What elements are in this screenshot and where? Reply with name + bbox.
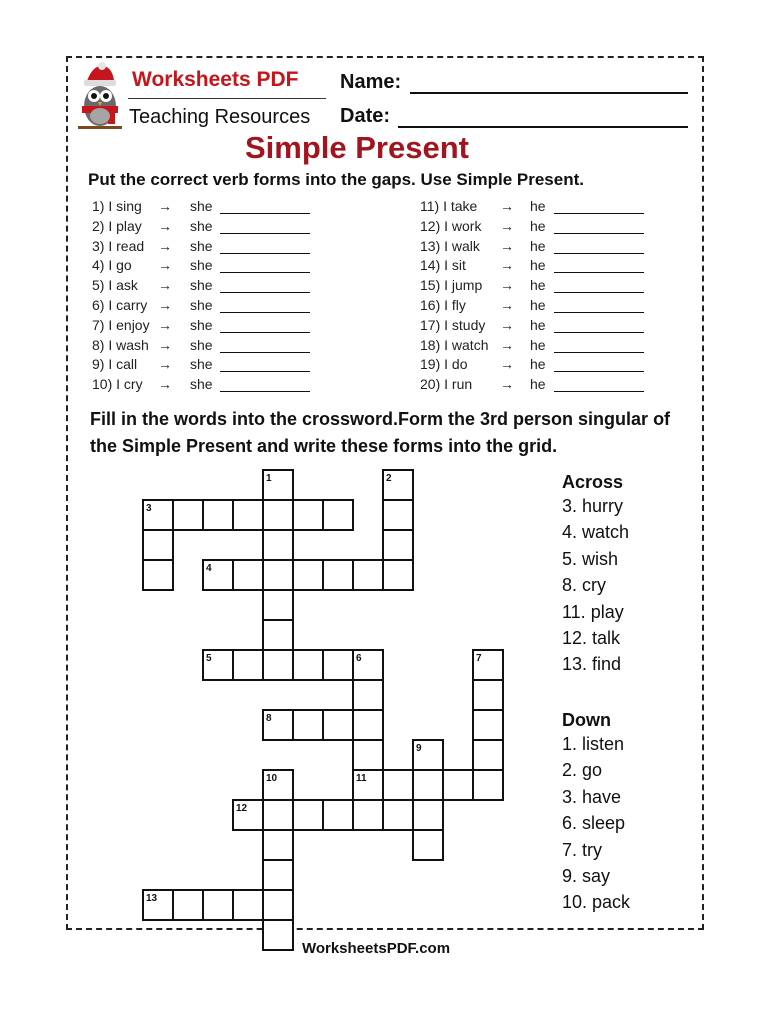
crossword-cell[interactable] [323, 650, 353, 680]
crossword-cell[interactable] [293, 710, 323, 740]
crossword-cell[interactable] [353, 800, 383, 830]
crossword-cell[interactable] [263, 800, 293, 830]
crossword-cell[interactable] [323, 500, 353, 530]
crossword-cell[interactable] [353, 740, 383, 770]
crossword-cell[interactable] [233, 560, 263, 590]
arrow-icon: → [158, 297, 172, 313]
crossword-cell[interactable] [353, 560, 383, 590]
crossword-cell[interactable] [263, 620, 293, 650]
exercise-row [420, 356, 650, 374]
pronoun: she [190, 376, 213, 393]
pronoun: she [190, 198, 213, 214]
crossword-cell[interactable] [263, 560, 293, 590]
verb-prompt: 14) I sit [420, 257, 466, 274]
crossword-cell[interactable] [143, 560, 173, 590]
verb-prompt: 10) I cry [92, 376, 143, 393]
verb-prompt: 2) I play [92, 217, 142, 234]
crossword-cell[interactable] [203, 500, 233, 530]
pronoun: she [190, 297, 213, 313]
pronoun: he [530, 277, 546, 294]
answer-blank[interactable] [220, 272, 310, 273]
arrow-icon: → [500, 198, 514, 214]
arrow-icon: → [158, 376, 172, 393]
pronoun: she [190, 217, 213, 234]
clue-number: 7 [476, 653, 482, 664]
arrow-icon: → [158, 198, 172, 214]
verb-prompt: 7) I enjoy [92, 316, 150, 333]
crossword-cell[interactable] [383, 800, 413, 830]
clue-item: 7. try [562, 839, 603, 860]
clue-item: 8. cry [562, 575, 607, 596]
arrow-icon: → [500, 297, 514, 313]
arrow-icon: → [158, 356, 172, 373]
pronoun: she [190, 277, 213, 294]
clue-number: 2 [386, 473, 392, 484]
brand-name: Worksheets PDF [132, 68, 299, 91]
answer-blank[interactable] [554, 391, 644, 392]
crossword-cell[interactable] [473, 770, 503, 800]
clue-item: 11. play [562, 601, 624, 622]
crossword-cell[interactable] [383, 500, 413, 530]
clue-number: 8 [266, 713, 272, 724]
clue-number: 6 [356, 653, 362, 664]
exercise-row [92, 198, 322, 216]
verb-prompt: 15) I jump [420, 277, 483, 294]
name-label: Name: [340, 71, 402, 93]
crossword-cell[interactable] [323, 710, 353, 740]
crossword-cell[interactable] [173, 500, 203, 530]
crossword-cell[interactable] [293, 500, 323, 530]
crossword-cell[interactable] [383, 770, 413, 800]
crossword-cell[interactable] [263, 770, 293, 800]
crossword-cell[interactable] [353, 650, 383, 680]
crossword-cell[interactable] [473, 650, 503, 680]
crossword-cell[interactable] [263, 590, 293, 620]
crossword-cell[interactable] [413, 830, 443, 860]
clue-number: 10 [266, 773, 278, 784]
exercise-row [92, 317, 322, 335]
answer-blank[interactable] [220, 391, 310, 392]
exercise-row [420, 277, 650, 295]
verb-prompt: 16) I fly [420, 297, 466, 313]
across-clues [562, 472, 629, 678]
worksheet-title: Simple Present [245, 130, 469, 165]
exercise-row [92, 257, 322, 275]
verb-prompt: 4) I go [92, 257, 132, 274]
answer-blank[interactable] [220, 352, 310, 353]
answer-blank[interactable] [554, 312, 644, 313]
clue-item: 5. wish [562, 548, 619, 569]
crossword-cell[interactable] [293, 800, 323, 830]
clue-item: 10. pack [562, 892, 631, 913]
pronoun: he [530, 257, 546, 274]
exercise2-instruction: Fill in the words into the crossword.Form the 3rd person singular of the Simple Present and write these forms into the grid. [90, 409, 671, 456]
crossword-cell[interactable] [203, 560, 233, 590]
answer-blank[interactable] [554, 213, 644, 214]
pronoun: she [190, 237, 213, 254]
arrow-icon: → [500, 237, 514, 254]
crossword-cell[interactable] [443, 770, 473, 800]
pronoun: she [190, 257, 213, 274]
crossword-cell[interactable] [323, 560, 353, 590]
clue-item: 6. sleep [562, 813, 626, 834]
clue-item: 9. say [562, 866, 611, 887]
answer-blank[interactable] [554, 292, 644, 293]
answer-blank[interactable] [220, 312, 310, 313]
pronoun: he [530, 217, 546, 234]
crossword-cell[interactable] [233, 800, 263, 830]
crossword-cell[interactable] [413, 740, 443, 770]
crossword-cell[interactable] [413, 800, 443, 830]
verb-prompt: 19) I do [420, 356, 468, 373]
arrow-icon: → [158, 277, 172, 294]
pronoun: she [190, 316, 213, 333]
exercise-row [420, 297, 650, 315]
verb-prompt: 3) I read [92, 237, 145, 254]
verb-prompt: 11) I take [420, 198, 478, 214]
arrow-icon: → [158, 257, 172, 274]
crossword-cell[interactable] [293, 650, 323, 680]
exercise-row [92, 277, 322, 295]
clue-number: 4 [206, 563, 212, 574]
crossword-cell[interactable] [383, 560, 413, 590]
exercise-row [420, 257, 650, 275]
crossword-cell[interactable] [353, 710, 383, 740]
crossword-cell[interactable] [323, 800, 353, 830]
brand-divider [128, 98, 326, 99]
clue-number: 1 [266, 473, 272, 484]
crossword-cell[interactable] [143, 530, 173, 560]
answer-blank[interactable] [554, 233, 644, 234]
answer-blank[interactable] [554, 371, 644, 372]
crossword-cell[interactable] [263, 650, 293, 680]
arrow-icon: → [500, 277, 514, 294]
crossword-cell[interactable] [413, 770, 443, 800]
crossword-cell[interactable] [173, 890, 203, 920]
crossword-cell[interactable] [383, 530, 413, 560]
pronoun: he [530, 376, 546, 393]
answer-blank[interactable] [220, 253, 310, 254]
clue-number: 3 [146, 503, 152, 514]
pronoun: he [530, 198, 546, 214]
exercise-row [92, 356, 322, 374]
exercise1-instruction: Put the correct verb forms into the gaps. Use Simple Present. [88, 170, 584, 189]
clue-number: 5 [206, 653, 212, 664]
exercise-row [92, 337, 322, 355]
exercise-row [92, 297, 322, 315]
arrow-icon: → [500, 217, 514, 234]
exercise-row [92, 376, 322, 394]
crossword-cell[interactable] [473, 740, 503, 770]
exercise-row [420, 337, 650, 355]
clue-number: 12 [236, 803, 248, 814]
exercise-row [420, 198, 650, 216]
crossword-cell[interactable] [263, 860, 293, 890]
clue-item: 12. talk [562, 628, 621, 649]
verb-prompt: 9) I call [92, 356, 138, 373]
answer-blank[interactable] [554, 253, 644, 254]
verb-prompt: 20) I run [420, 376, 473, 393]
verb-prompt: 1) I sing [92, 198, 142, 214]
answer-blank[interactable] [220, 332, 310, 333]
crossword-cell[interactable] [383, 470, 413, 500]
arrow-icon: → [500, 336, 514, 353]
arrow-icon: → [500, 316, 514, 333]
clue-item: 2. go [562, 760, 603, 781]
crossword-cell[interactable] [143, 890, 173, 920]
crossword-cell[interactable] [263, 830, 293, 860]
date-label: Date: [340, 105, 391, 127]
pronoun: he [530, 356, 546, 373]
answer-blank[interactable] [554, 272, 644, 273]
exercise-row [420, 317, 650, 335]
across-title: Across [562, 472, 624, 492]
owl-logo-icon [72, 62, 128, 136]
answer-blank[interactable] [220, 292, 310, 293]
clue-item: 4. watch [562, 522, 630, 543]
answer-blank[interactable] [220, 213, 310, 214]
verb-prompt: 17) I study [420, 316, 486, 333]
clue-number: 13 [146, 893, 158, 904]
verb-prompt: 5) I ask [92, 277, 138, 294]
arrow-icon: → [500, 356, 514, 373]
verb-prompt: 12) I work [420, 217, 482, 234]
exercise-row [92, 238, 322, 256]
verb-prompt: 13) I walk [420, 237, 480, 254]
answer-blank[interactable] [220, 233, 310, 234]
exercise-row [420, 218, 650, 236]
crossword-cell[interactable] [263, 530, 293, 560]
crossword-cell[interactable] [233, 500, 263, 530]
pronoun: he [530, 336, 546, 353]
clue-item: 1. listen [562, 734, 625, 754]
down-clues [562, 710, 630, 916]
pronoun: he [530, 297, 546, 313]
arrow-icon: → [158, 336, 172, 353]
pronoun: he [530, 316, 546, 333]
down-title: Down [562, 710, 611, 730]
footer-url: WorksheetsPDF.com [301, 940, 451, 957]
arrow-icon: → [158, 237, 172, 254]
arrow-icon: → [500, 257, 514, 274]
crossword-cell[interactable] [353, 680, 383, 710]
verb-prompt: 8) I wash [92, 336, 149, 353]
name-field[interactable] [410, 92, 688, 94]
pronoun: she [190, 336, 213, 353]
date-field[interactable] [398, 126, 688, 128]
answer-blank[interactable] [220, 371, 310, 372]
crossword-cell[interactable] [203, 890, 233, 920]
arrow-icon: → [158, 217, 172, 234]
clue-item: 3. have [562, 786, 622, 807]
clue-item: 3. hurry [562, 496, 624, 516]
pronoun: he [530, 237, 546, 254]
exercise-row [420, 238, 650, 256]
crossword-cell[interactable] [203, 650, 233, 680]
clue-item: 13. find [562, 654, 622, 675]
crossword-cell[interactable] [353, 770, 383, 800]
crossword-cell[interactable] [473, 680, 503, 710]
crossword-cell[interactable] [233, 890, 263, 920]
answer-blank[interactable] [554, 332, 644, 333]
verb-prompt: 18) I watch [420, 336, 489, 353]
brand-subtitle: Teaching Resources [129, 106, 311, 128]
pronoun: she [190, 356, 213, 373]
clue-number: 11 [356, 773, 367, 784]
crossword-cell[interactable] [473, 710, 503, 740]
crossword-cell[interactable] [293, 560, 323, 590]
arrow-icon: → [158, 316, 172, 333]
verb-prompt: 6) I carry [92, 297, 148, 313]
arrow-icon: → [500, 376, 514, 393]
answer-blank[interactable] [554, 352, 644, 353]
crossword-cell[interactable] [233, 650, 263, 680]
crossword-cell[interactable] [143, 500, 173, 530]
crossword-cell[interactable] [263, 710, 293, 740]
crossword-cell[interactable] [263, 890, 293, 920]
clue-number: 9 [416, 743, 422, 754]
crossword-cell[interactable] [263, 500, 293, 530]
crossword-cell[interactable] [263, 470, 293, 500]
exercise-row [420, 376, 650, 394]
exercise-row [92, 218, 322, 236]
